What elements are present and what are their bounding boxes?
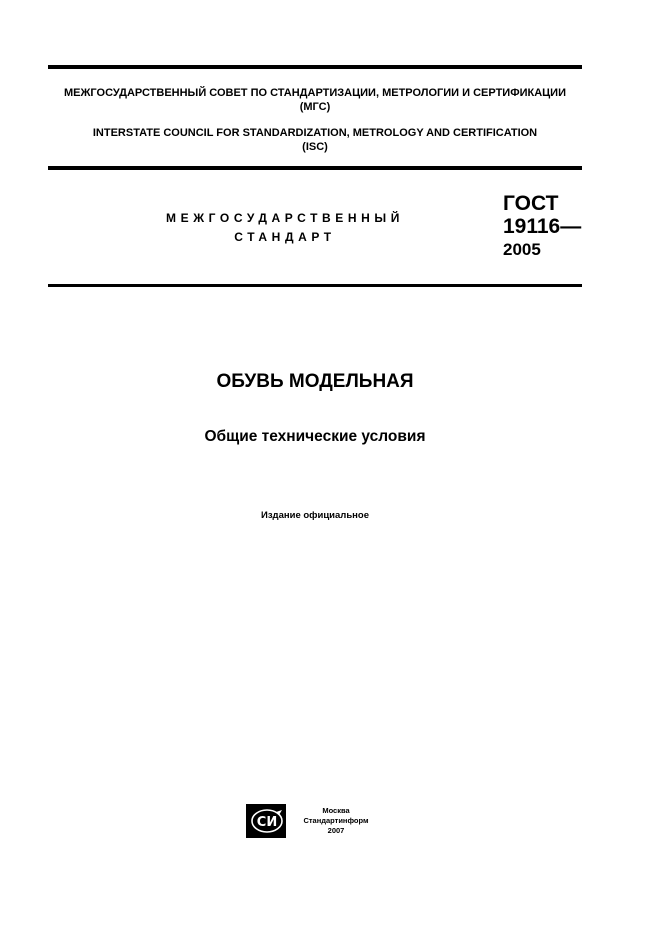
publisher-imprint xyxy=(290,806,382,836)
standard-type-line2: СТАНДАРТ xyxy=(234,230,336,244)
council-name-en-text: INTERSTATE COUNCIL FOR STANDARDIZATION, METROLOGY AND CERTIFICATION xyxy=(92,127,538,139)
document-title: ОБУВЬ МОДЕЛЬНАЯ xyxy=(216,371,414,392)
council-abbr-en: (ISC) xyxy=(302,141,328,153)
header-bottom-rule xyxy=(48,166,582,170)
standard-bottom-rule xyxy=(48,284,582,287)
svg-text:СИ: СИ xyxy=(256,815,278,830)
council-abbr-ru: (МГС) xyxy=(299,101,331,113)
gost-number: 19116— xyxy=(503,215,582,238)
imprint-year: 2007 xyxy=(327,826,345,835)
top-rule xyxy=(48,65,582,69)
council-name-en xyxy=(48,126,582,154)
imprint-publisher: Стандартинформ xyxy=(303,816,369,825)
gost-label: ГОСТ xyxy=(503,192,559,215)
standartinform-logo-icon xyxy=(246,804,286,838)
document-subtitle: Общие технические условия xyxy=(204,428,426,445)
council-name-ru-text: МЕЖГОСУДАРСТВЕННЫЙ СОВЕТ ПО СТАНДАРТИЗАЦИИ, МЕТРОЛОГИИ И СЕРТИФИКАЦИИ xyxy=(63,87,566,99)
imprint-city: Москва xyxy=(322,806,350,815)
gost-year: 2005 xyxy=(503,240,541,259)
standard-type-line1: МЕЖГОСУДАРСТВЕННЫЙ xyxy=(166,211,404,225)
edition-note: Издание официальное xyxy=(261,510,369,521)
council-name-ru xyxy=(48,86,582,114)
